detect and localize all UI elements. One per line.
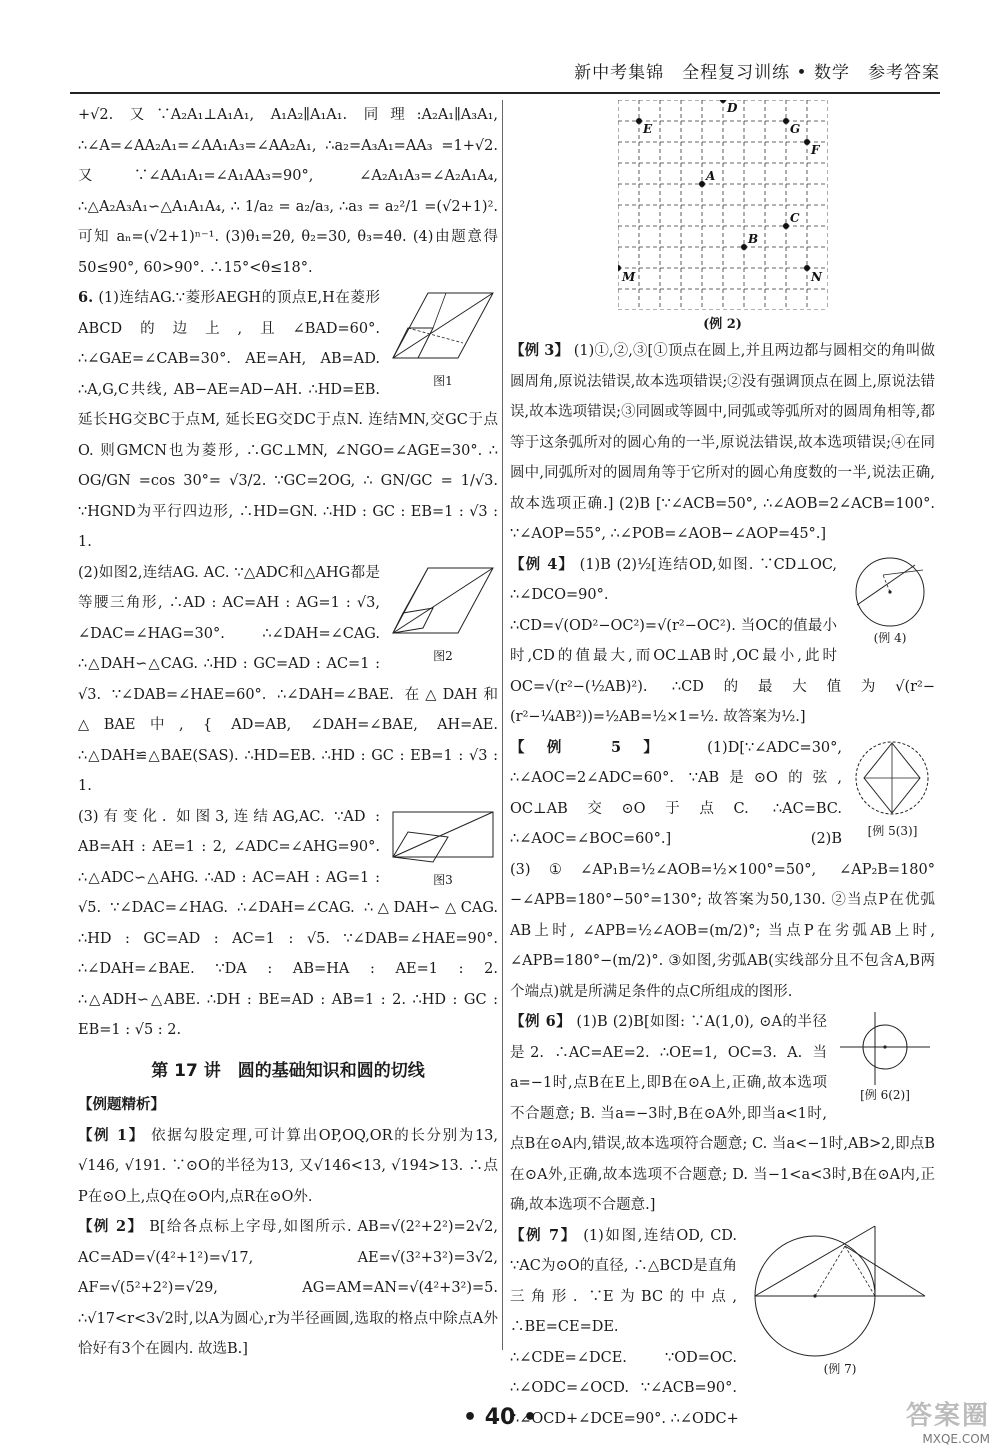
watermark-text: MXQE.COM [922,1432,990,1446]
question-6-number: 6. [78,289,94,306]
example-6-text: (1)B (2)B[如图: ∵A(1,0), ⊙A的半径是2. ∴AC=AE=2. ∴OE=1, OC=3. A. 当a=−1时,点B在E上,即B在⊙A上,正确,故本选项不合题意; B. 当a=−3时,B在⊙A外,即当a<1时,点B在⊙A内,错误,故本选项符合题意; C. 当a<−1时,AB>2,即点B在⊙A外,正确,故本选项不合题意; D. 当−1<a<3时,B在⊙A内,正确,故本选项不合题意.] [510,1014,935,1213]
example-5-circle-diagram [850,733,935,823]
example-6-figure [835,1007,935,1103]
watermark [790,1395,990,1445]
grid-caption: (例 2) [703,317,742,332]
example-7-label: 【例 7】 [510,1226,577,1244]
grid-diagram [618,100,828,310]
example-3-label: 【例 3】 [510,342,570,359]
grid-label-f: F [810,143,820,157]
example-7-caption: (例 7) [823,1361,857,1376]
question-6-part-3: (3)有变化. 如图3,连结AG,AC. ∵AD : AB=AH : AE=1 : 2, ∠ADC=∠AHG=90°. ∴△ADC∽△AHG. ∴AD : AC=AH : AG=1 : √5. ∵∠DAC=∠HAG. ∴∠DAH=∠CAG. ∴△DAH∽△CAG. ∴HD : GC=AD : AC=1 : √5. ∵∠DAB=∠HAE=90°. ∴∠DAH=∠BAE. ∵DA : AB=HA : AE=1 : 2. ∴△ADH∽△ABE. ∴DH : BE=AD : AB=1 : 2. ∴HD : GC : EB=1 : √5 : 2. [78,808,498,1038]
figure-1-diagram [388,283,498,373]
figure-1-caption: 图1 [433,374,453,388]
figure-2-caption: 图2 [433,648,453,663]
grid-label-m: M [621,270,635,284]
example-5-text: (1)D[∵∠ADC=30°, ∴∠AOC=2∠ADC=60°. ∵AB是⊙O的弦, OC⊥AB交⊙O于点C. ∴AC=BC. ∴∠AOC=∠BOC=60°.] (2)B (3)①∠AP₁B=½∠AOB=½×100°=50°, ∠AP₂B=180°−∠APB=180°−50°=130°; 故答案为50,130. ②当点P在优弧AB上时, ∠APB=½∠AOB=(m/2)°; 当点P在劣弧AB上时, ∠APB=180°−(m/2)°. ③如图,劣弧AB(实线部分且不包含A,B两个端点)就是所满足条件的点C所组成的图形. [510,739,935,1000]
example-2-grid-figure [608,100,838,334]
example-4-circle-diagram [845,550,935,630]
subheading-examples: 【例题精析】 [78,1097,165,1113]
figure-2-diagram [388,558,498,648]
section-title: 第 17 讲 圆的基础知识和圆的切线 [151,1060,425,1081]
example-4-text: (1)B (2)½[连结OD,如图. ∵CD⊥OC, ∴∠DCO=90°. ∴CD=√(OD²−OC²)=√(r²−OC²). 当OC的值最小时,CD的值最大,而OC⊥AB时,OC最小,此时OC=√(r²−(½AB)²). ∴CD的最大值为√(r²−(r²−¼AB²))=½AB=½×1=½. 故答案为½.] [510,556,935,725]
grid-label-d: D [726,101,737,115]
page-number: • 40 • [462,1405,538,1430]
example-6-caption: [例 6(2)] [860,1088,910,1102]
watermark-logo: 答案圈 [905,1401,990,1431]
example-5-label: 【例 5】 [510,738,681,756]
example-7-circle-diagram [745,1221,935,1361]
figure-3 [388,802,498,888]
grid-label-e: E [642,122,652,136]
column-divider [502,100,503,1350]
example-2-label: 【例 2】 [78,1218,144,1235]
example-4-figure [845,550,935,646]
example-6-axes-diagram [835,1007,935,1087]
grid-label-a: A [705,169,715,183]
question-6-text: (1)连结AG.∵菱形AEGH的顶点E,H在菱形ABCD的边上,且∠BAD=60°. ∴∠GAE=∠CAB=30°. AE=AH, AB=AD. ∴A,G,C共线, AB−AE=AD−AH. ∴HD=EB. 延长HG交BC于点M, 延长EG交DC于点N. 连结MN,交GC于点O. 则GMCN也为菱形, ∴GC⊥MN, ∠NGO=∠AGE=30°. ∴ OG/GN =cos 30°= √3/2. ∵GC=2OG, ∴ GN/GC = 1/√3. ∵HGND为平行四边形, ∴HD=GN. ∴HD : GC : EB=1 : √3 : 1. [78,290,498,550]
grid-label-b: B [747,232,758,246]
header-rule [70,92,940,94]
question-6-part-2: (2)如图2,连结AG. AC. ∵△ADC和△AHG都是等腰三角形, ∴AD : AC=AH : AG=1 : √3, ∠DAC=∠HAG=30°. ∴∠DAH=∠CAG. ∴△DAH∽△CAG. ∴HD : GC=AD : AC=1 : √3. ∵∠DAB=∠HAE=60°. ∴∠DAH=∠BAE. 在△DAH和△BAE中, { AD=AB, ∠DAH=∠BAE, AH=AE. ∴△DAH≌△BAE(SAS). ∴HD=EB. ∴HD : GC : EB=1 : √3 : 1. [78,564,498,794]
left-paragraph-continued: +√2. 又∵A₂A₁⊥A₁A₁, A₁A₂∥A₁A₁. 同理:A₂A₁∥A₃A₁, ∴∠A=∠AA₂A₁=∠AA₁A₃=∠AA₂A₁, ∴a₂=A₃A₁=AA₃ =1+√2. 又∵∠AA₁A₁=∠A₁AA₃=90°, ∠A₂A₁A₃=∠A₂A₁A₄, ∴△A₂A₃A₁∽△A₁A₁A₄, ∴ 1/a₂ = a₂/a₃, ∴a₃ = a₂²/1 =(√2+1)². 可知 aₙ=(√2+1)ⁿ⁻¹. (3)θ₁=2θ, θ₂=30, θ₃=4θ. (4)由题意得 50≤90°, 60>90°. ∴15°<θ≤18°. [78,107,498,276]
example-1-text: 依据勾股定理,可计算出OP,OQ,OR的长分别为13, √146, √191. ∵⊙O的半径为13, 又√146<13, √194>13. ∴点P在⊙O上,点Q在⊙O内,点R在⊙O外. [78,1127,499,1205]
example-5-figure [850,733,935,839]
example-7-text: (1)如图,连结OD, CD. ∵AC为⊙O的直径, ∴△BCD是直角三角形. ∵E为BC的中点, ∴BE=CE=DE. ∴∠CDE=∠DCE. ∵OD=OC. ∴∠ODC=∠OCD. ∵∠ACB=90°. ∴∠OCD+∠DCE=90°. ∴∠ODC+ [510,1227,739,1427]
figure-3-diagram [388,802,498,872]
example-3 [510,336,935,550]
example-5-caption: [例 5(3)] [867,823,918,838]
grid-label-n: N [810,270,822,284]
example-2 [78,1212,498,1365]
grid-label-g: G [789,122,800,136]
grid-label-c: C [789,211,800,225]
running-header: 新中考集锦 全程复习训练 • 数学 参考答案 [574,63,940,83]
example-7-figure [745,1221,935,1377]
left-column [78,100,498,1365]
right-column [510,100,935,1434]
example-4-label: 【例 4】 [510,555,574,573]
example-3-text: (1)①,②,③[①顶点在圆上,并且两边都与圆相交的角叫做圆周角,原说法错误,故本选项错误;②没有强调顶点在圆上,原说法错误,故本选项错误;③同圆或等圆中,同弧或等弧所对的圆周角相等,都等于这条弧所对的圆心角的一半,原说法错误,故本选项错误;④在同圆中,同弧所对的圆周角等于它所对的圆心角度数的一半,说法正确,故本选项正确.] (2)B [∵∠ACB=50°, ∴∠AOB=2∠ACB=100°. ∵∠AOP=55°, ∴∠POB=∠AOB−∠AOP=45°.] [510,343,935,542]
example-1-label: 【例 1】 [78,1126,145,1144]
figure-3-caption: 图3 [433,872,453,887]
figure-2 [388,558,498,664]
example-6-label: 【例 6】 [510,1013,572,1030]
example-1 [78,1121,498,1213]
example-4-caption: (例 4) [873,630,907,645]
figure-1 [388,283,498,389]
example-2-text: B[给各点标上字母,如图所示. AB=√(2²+2²)=2√2, AC=AD=√(4²+1²)=√17, AE=√(3²+3²)=3√2, AF=√(5²+2²)=√29, AG=AM=AN=√(4²+3²)=5. ∴√17<r<3√2时,以A为圆心,r为半径画圆,选取的格点中除点A外恰好有3个在圆内. 故选B.] [78,1219,499,1357]
